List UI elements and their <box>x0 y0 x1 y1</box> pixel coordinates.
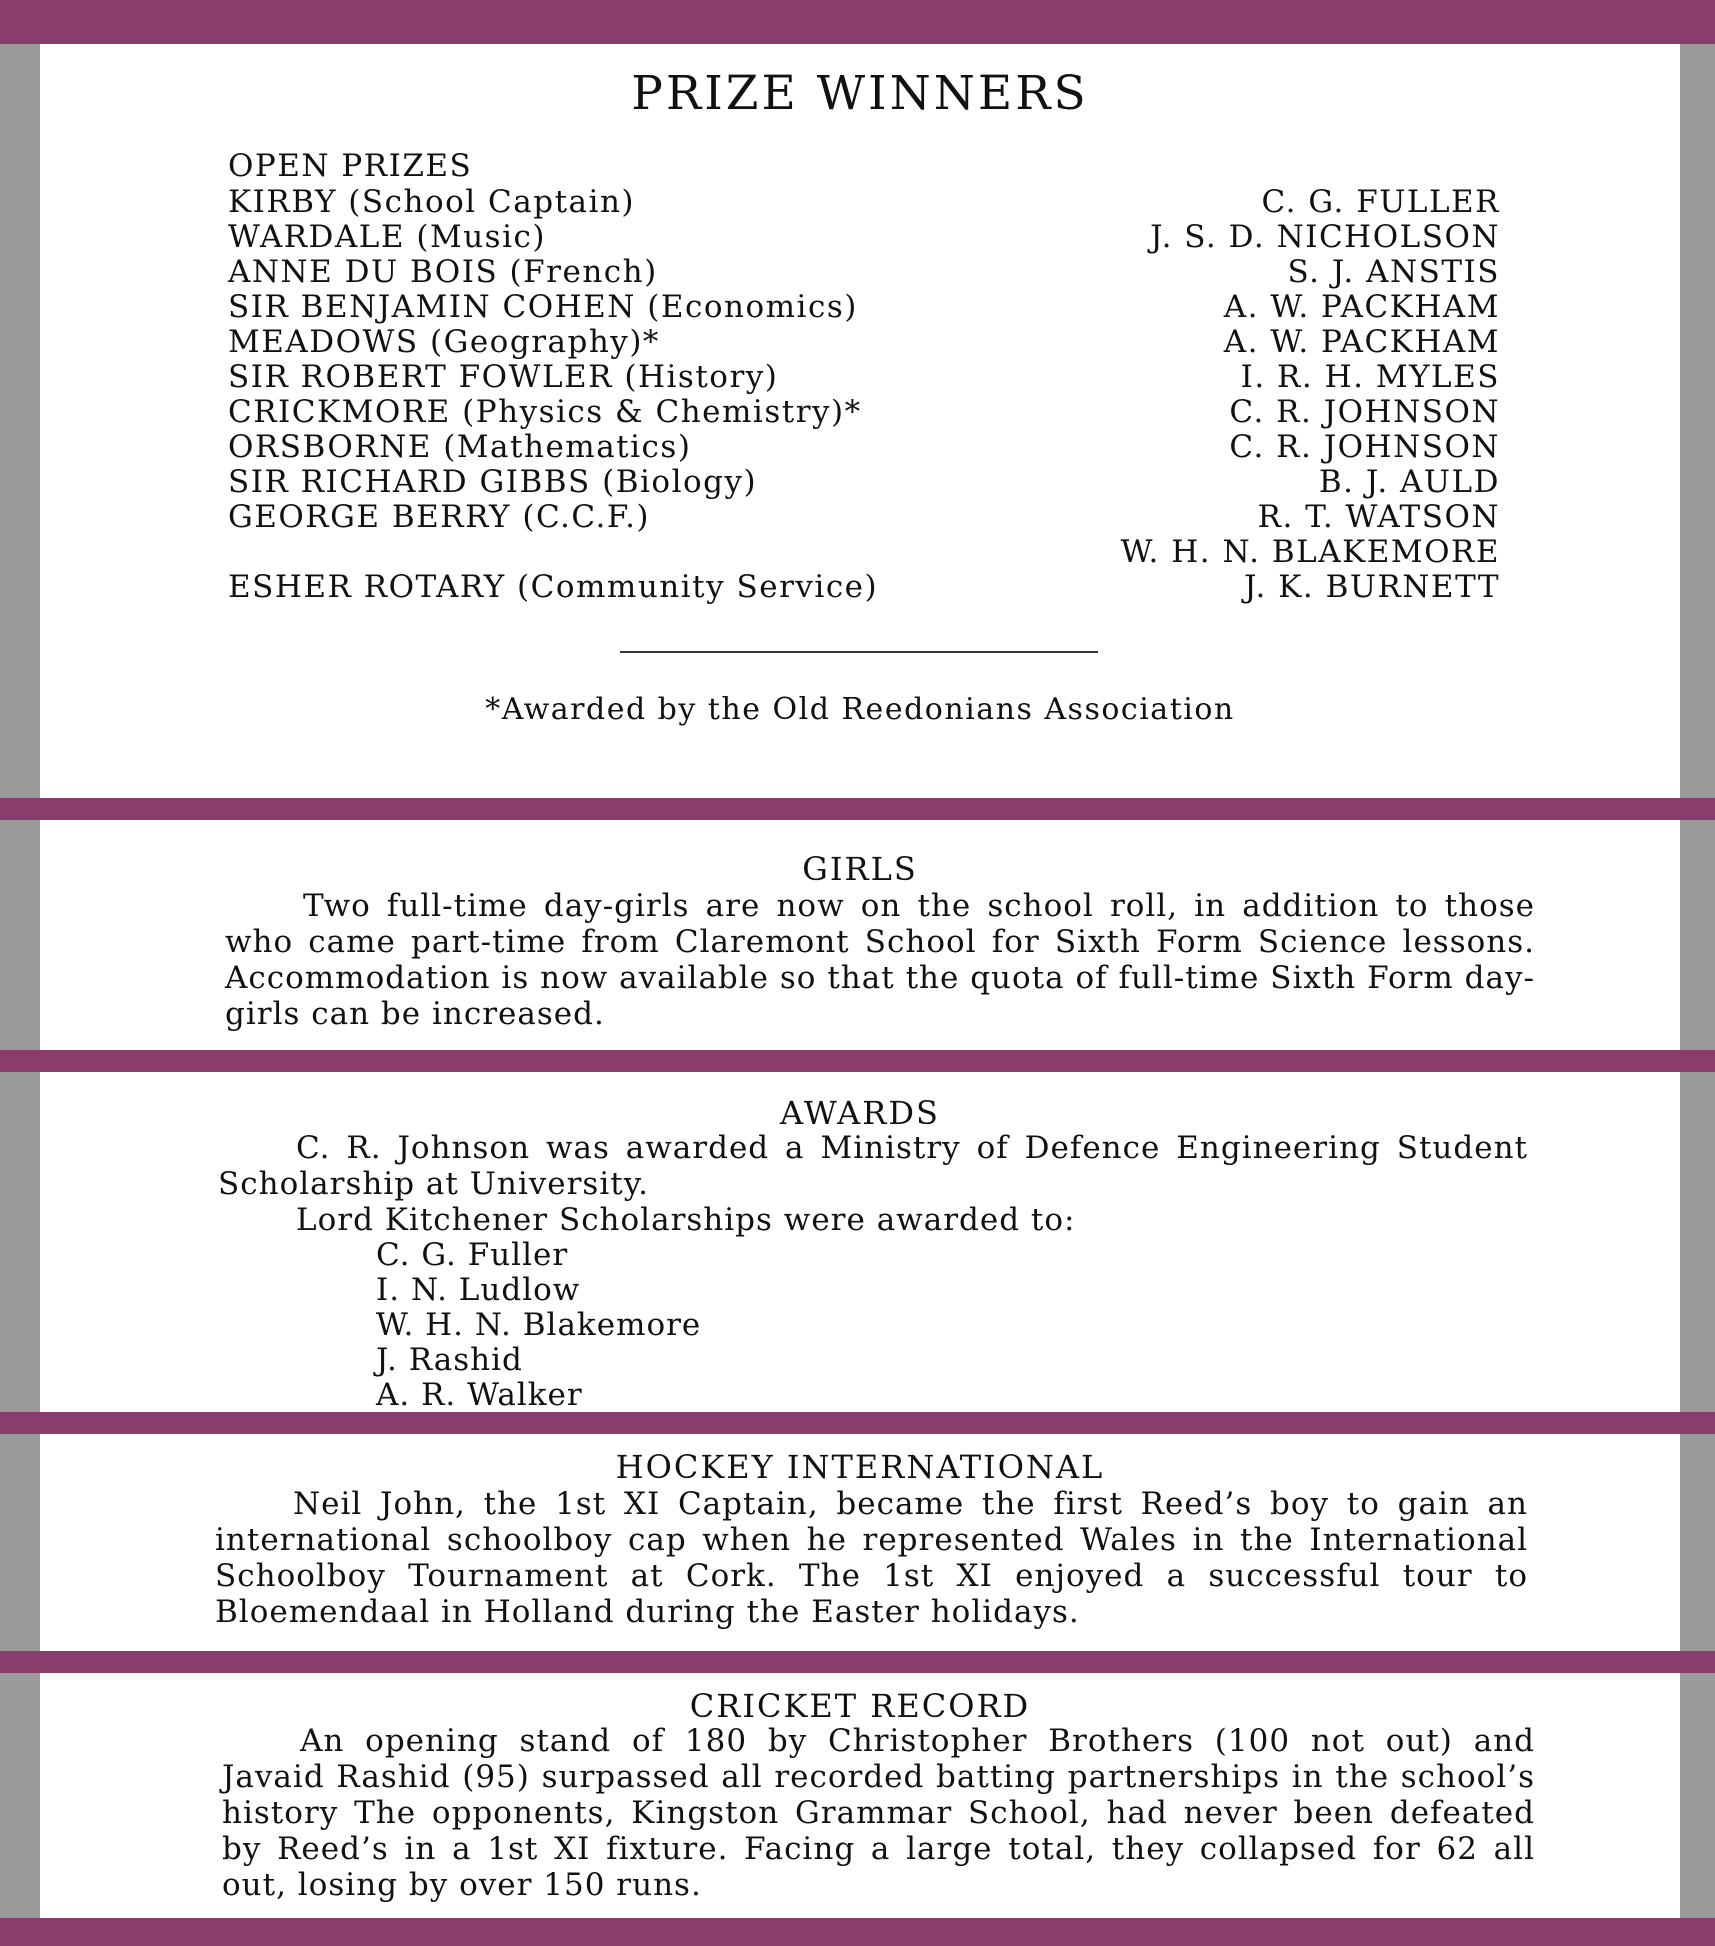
prize-winner: S. J. ANSTIS <box>1287 254 1500 290</box>
prize-winner: A. W. PACKHAM <box>1223 289 1500 325</box>
prize-row <box>228 254 1500 290</box>
top-border <box>0 0 1715 44</box>
recipient-item: J. Rashid <box>376 1342 523 1378</box>
prize-row <box>228 359 1500 395</box>
awards-heading: AWARDS <box>780 1094 940 1132</box>
girls-panel <box>40 820 1680 1050</box>
recipient-item: I. N. Ludlow <box>376 1272 581 1308</box>
recipient-item: C. G. Fuller <box>376 1237 569 1273</box>
awards-paragraph: C. R. Johnson was awarded a Ministry of Defence Engineering Student Scholarship at University. <box>218 1130 1528 1202</box>
prize-winner: A. W. PACKHAM <box>1223 324 1500 360</box>
cricket-paragraph: An opening stand of 180 by Christopher Brothers (100 not out) and Javaid Rashid (95) surpassed all recorded batting partnerships in the school’s history The opponents, Kingston Grammar School, had never been defeated by Reed’s in a 1st XI fixture. Facing a large total, they collapsed for 62 all out, losing by over 150 runs. <box>222 1723 1535 1903</box>
girls-heading: GIRLS <box>802 850 918 888</box>
open-prizes-label: OPEN PRIZES <box>228 148 473 184</box>
prize-name: CRICKMORE (Physics & Chemistry)* <box>228 394 862 430</box>
awards-panel <box>40 1072 1680 1412</box>
girls-paragraph: Two full-time day-girls are now on the school roll, in addition to those who came part-time from Claremont School for Sixth Form Science lessons. Accommodation is now available so that the quota of full-time Sixth Form day-girls can be increased. <box>225 888 1535 1032</box>
prize-name: SIR BENJAMIN COHEN (Economics) <box>228 289 858 325</box>
prize-row <box>228 219 1500 255</box>
prize-winner: J. S. D. NICHOLSON <box>1150 219 1500 255</box>
hockey-paragraph: Neil John, the 1st XI Captain, became the first Reed’s boy to gain an international schoolboy cap when he represented Wales in the International Schoolboy Tournament at Cork. The 1st XI enjoyed a successful tour to Bloemendaal in Holland during the Easter holidays. <box>215 1486 1528 1630</box>
prize-name: SIR ROBERT FOWLER (History) <box>228 359 779 395</box>
prize-row <box>228 429 1500 465</box>
recipient-item: A. R. Walker <box>376 1377 583 1413</box>
bottom-border <box>0 1918 1715 1946</box>
divider-bar-2 <box>0 1050 1715 1072</box>
prize-row <box>228 464 1500 500</box>
prize-winner: J. K. BURNETT <box>1243 569 1500 605</box>
separator-rule <box>620 651 1098 653</box>
footnote: *Awarded by the Old Reedonians Association <box>485 692 1235 727</box>
prize-name: MEADOWS (Geography)* <box>228 324 660 360</box>
hockey-heading: HOCKEY INTERNATIONAL <box>615 1448 1105 1486</box>
prize-row <box>228 184 1500 220</box>
divider-bar-3 <box>0 1412 1715 1434</box>
divider-bar-4 <box>0 1651 1715 1673</box>
prize-winner: R. T. WATSON <box>1257 499 1500 535</box>
prize-name: ORSBORNE (Mathematics) <box>228 429 692 465</box>
prize-winner: I. R. H. MYLES <box>1240 359 1500 395</box>
prize-name: ANNE DU BOIS (French) <box>228 254 658 290</box>
scholarships-intro: Lord Kitchener Scholarships were awarded to: <box>296 1202 1076 1238</box>
recipient-item: W. H. N. Blakemore <box>376 1307 702 1343</box>
prize-winner: C. R. JOHNSON <box>1229 429 1500 465</box>
prize-row <box>228 499 1500 535</box>
prize-name: KIRBY (School Captain) <box>228 184 636 220</box>
prize-row <box>228 569 1500 605</box>
cricket-heading: CRICKET RECORD <box>689 1687 1031 1725</box>
prize-winner: C. G. FULLER <box>1261 184 1500 220</box>
prize-name: WARDALE (Music) <box>228 219 546 255</box>
prize-winner: B. J. AULD <box>1318 464 1500 500</box>
hockey-panel <box>40 1434 1680 1651</box>
cricket-panel <box>40 1673 1680 1918</box>
prize-name: SIR RICHARD GIBBS (Biology) <box>228 464 758 500</box>
prize-name: ESHER ROTARY (Community Service) <box>228 569 879 605</box>
prize-row <box>228 324 1500 360</box>
prize-winners-panel <box>40 44 1680 798</box>
prize-winner: C. R. JOHNSON <box>1229 394 1500 430</box>
prize-winner: W. H. N. BLAKEMORE <box>1120 534 1500 570</box>
prize-name: GEORGE BERRY (C.C.F.) <box>228 499 651 535</box>
divider-bar-1 <box>0 798 1715 820</box>
prize-row <box>228 534 1500 570</box>
prize-row <box>228 394 1500 430</box>
prize-row <box>228 289 1500 325</box>
page-title: PRIZE WINNERS <box>631 66 1089 121</box>
